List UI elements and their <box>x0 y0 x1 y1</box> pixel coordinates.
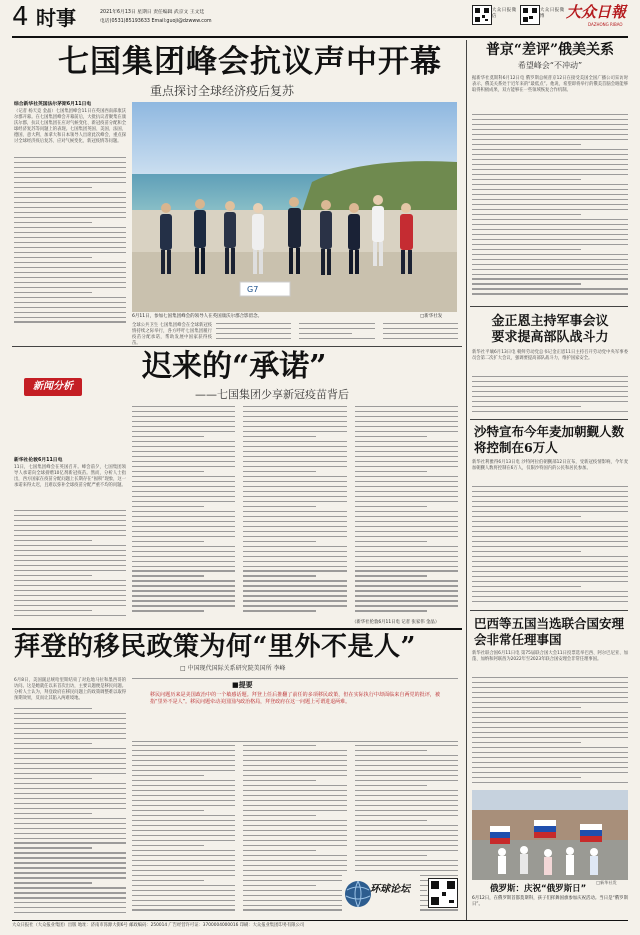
sidebar-story4-body <box>472 677 628 785</box>
header-rule <box>12 36 628 38</box>
sidebar-story3-headline: 沙特宣布今年麦加朝觐人数将控制在6万人 <box>474 424 625 455</box>
section-title: 时事 <box>36 6 76 30</box>
lead-headline: 七国集团峰会抗议声中开幕 <box>58 44 442 80</box>
lead-photo-caption: 6月11日，参加七国集团峰会的领导人在英国康沃尔郡合影留念。 <box>132 314 263 319</box>
footer-imprint: 大众日报社（大众报业集团）出版 地址：济南市泺源大街6号 邮政编码：250014 广告经营许可证：3700004000016 印刷：大众报业集团印务有限公司 <box>12 923 305 928</box>
analysis-rule <box>12 346 462 347</box>
lead-photo-credit: □新华社发 <box>420 314 443 319</box>
sidebar-story1-subheadline: 希望峰会“不冲动” <box>517 61 583 70</box>
sidebar-rule-3 <box>470 610 628 611</box>
lead-photo <box>132 102 457 312</box>
lead-body-columns <box>14 157 126 327</box>
bottom-byline: □ 中国现代国际关系研究院美国所 李峰 <box>180 665 286 672</box>
russia-day-photo <box>472 790 628 880</box>
analysis-body-columns-right <box>132 406 458 618</box>
footer-rule <box>12 920 628 921</box>
bottom-headline: 拜登的移民政策为何“里外不是人” <box>14 632 416 662</box>
sidebar-story2-subheadline: 要求提高部队战斗力 <box>491 330 609 345</box>
sidebar-story3-lead: 新华社利雅得6月13日电 沙特阿拉伯朝觐部12日宣布，受新冠疫情影响，今年麦加朝觐人数将控制在6万人，仅限沙特国内的公民和居民参加。 <box>472 460 628 471</box>
g7-leaders-photo <box>132 102 457 312</box>
svg-text:G7: G7 <box>247 285 259 294</box>
sidebar-rule-1 <box>470 306 628 307</box>
weibo-qr-label: 大众日报微博 <box>540 8 564 19</box>
analysis-body-columns-left <box>14 510 126 622</box>
analysis-subheadline: ——七国集团少享新冠疫苗背后 <box>195 388 349 401</box>
analysis-signature: （新华社伦敦6月11日电 记者 张家伟 金晶） <box>352 620 440 625</box>
lead-body: （记者 杨天竞 金晶）七国集团峰会11日在英国西南部康沃尔郡开幕。在七国集团峰会开幕前后，大批抗议者聚集在康沃尔郡，抗议七国集团在应对气候变化、新冠疫苗分配和全球经济复苏等问题上的表现。七国集团英国、美国、法国、德国、意大利、加拿大和日本领导人出席此次峰会，重点探讨全球经济疫后复苏、应对气候变化、新冠疫情等问题。 <box>14 109 126 144</box>
sidebar-story4-headline: 巴西等五国当选联合国安理会非常任理事国 <box>474 616 625 647</box>
russia-day-celebration-photo <box>472 790 628 880</box>
sidebar-story2-headline: 金正恩主持军事会议 <box>491 314 609 329</box>
bottom-body-lead: 6月8日，美国副总统哈里斯结束了对危地马拉和墨西哥的访问。这是她就任以来首次出访，主要议题便是移民问题。分析人士认为，拜登政府在移民问题上的政策调整难以取得预期效果，反而让其陷入两难境地。 <box>14 678 126 708</box>
masthead-subtitle: DAZHONG RIBAO <box>588 22 623 27</box>
contact-line: 电话(0531)85193633 Email:guoji@dzwww.com <box>100 19 212 24</box>
wechat-qr-code <box>472 5 492 25</box>
abstract-box <box>132 678 458 742</box>
bottom-body-left <box>14 678 126 918</box>
page-number: 4 <box>12 2 29 32</box>
russia-day-photo-credit: □新华社发 <box>596 880 617 885</box>
lead-continuation-columns <box>216 323 458 345</box>
weibo-qr-code <box>520 5 540 25</box>
sidebar-story2-body <box>472 376 628 416</box>
sidebar-story3-body <box>472 486 628 606</box>
page-header <box>0 0 640 40</box>
date-line: 2021年6月13日 星期日 责任编辑 武京文 王文廷 <box>100 10 205 15</box>
analysis-body: 11日，七国集团峰会在英国召开。峰会前夕，七国集团领导人承诺向全球捐赠10亿剂新冠疫苗。然而，分析人士指出，西方国家在疫苗分配问题上长期存在“囤积”现象，这一承诺来得太迟，且难以弥补全球疫苗分配严重不均的问题。 <box>14 465 126 488</box>
masthead-logo: 大众日報 <box>566 3 627 21</box>
sidebar-divider <box>466 40 467 920</box>
bottom-feature-rule <box>12 628 462 630</box>
sidebar-story1-body <box>472 114 628 302</box>
sidebar-story4-lead: 新华社联合国6月11日电 第75届联合国大会11日投票选举巴西、阿尔巴尼亚、加蓬、加纳和阿联酋为2022年至2023年联合国安理会非常任理事国。 <box>472 651 628 662</box>
wechat-qr-label: 大众日报微信 <box>492 8 516 19</box>
sidebar-story1-lead: 据新华社莫斯科6月12日电 俄罗斯总统普京12日在接受美国全国广播公司采访时表示，俄美关系处于近年来的“最低点”。他说，希望即将举行的俄美首脑会晤能够取得积极成果，双方能够在一些领域恢复合作机制。 <box>472 76 628 93</box>
news-analysis-badge: 新闻分析 <box>24 378 82 396</box>
article-qr-code <box>428 878 458 908</box>
global-forum-logo <box>342 872 420 916</box>
abstract-text: 移民问题历来是美国政治中的一个敏感话题。拜登上任后推翻了前任的多项移民政策，但在实际执行中却面临来自两党的批评，被指“里外不是人”。移民问题牵动美国国内政治格局，拜登政府在这一问题上可谓进退两难。 <box>150 692 440 705</box>
abstract-heading: ■提要 <box>232 681 253 689</box>
lead-subheadline: 重点探讨全球经济疫后复苏 <box>150 84 295 98</box>
russia-day-caption-title: 俄罗斯：庆祝“俄罗斯日” <box>490 884 587 894</box>
sidebar-story2-lead: 新华社平壤6月13日电 朝鲜劳动党总书记金正恩11日主持召开劳动党中央军事委员会第二次扩大会议，强调要提高部队战斗力，维护国家安全。 <box>472 350 628 361</box>
sidebar-story1-headline: 普京“差评”俄美关系 <box>485 42 615 58</box>
lead-dateline: 综合新华社英国法尔茅斯6月11日电 <box>14 102 92 107</box>
analysis-headline: 迟来的“承诺” <box>142 349 327 384</box>
analysis-dateline: 新华社伦敦6月11日电 <box>14 458 63 463</box>
global-forum-title: 环球论坛 <box>370 884 410 895</box>
lead-continuation: 全球公共卫生 七国集团峰会在全球新冠疫情持续之际举行，各方呼吁七国集团履行疫苗分配承诺，帮助发展中国家获得疫苗。 <box>132 323 212 346</box>
russia-day-caption-text: 6月12日，在俄罗斯首都莫斯科，孩子们挥舞国旗参加庆祝活动。当日是“俄罗斯日”。 <box>472 896 628 907</box>
sidebar-rule-2 <box>470 419 628 420</box>
